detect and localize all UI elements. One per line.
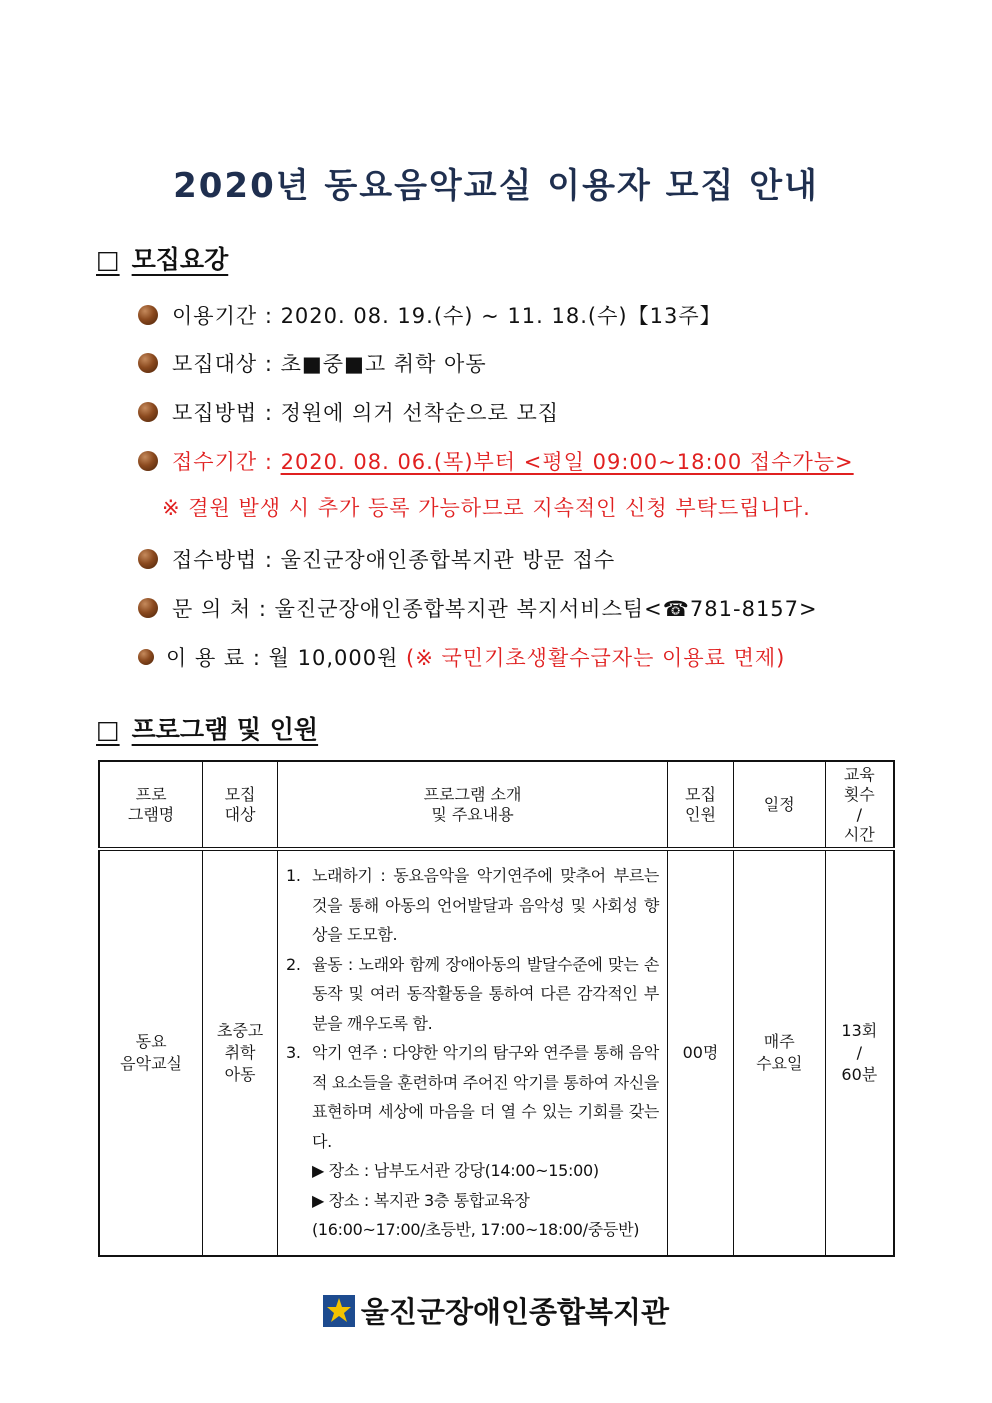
desc-place: ▶ 장소 : 복지관 3층 통합교육장	[311, 1190, 530, 1210]
header-target	[203, 761, 278, 849]
bullet-icon	[138, 649, 154, 665]
info-application-method	[138, 540, 615, 580]
desc-item-text: 율동 : 노래와 함께 장애아동의 발달수준에 맞는 손동작 및 여러 동작활동을 통하여 다른 감각적인 부분을 깨우도록 함.	[311, 954, 660, 1033]
info-application-period	[138, 442, 854, 482]
info-label: 접수기간 :	[172, 450, 281, 474]
cell-description	[277, 849, 667, 1256]
info-text: 모집방법 : 정원에 의거 선착순으로 모집	[172, 401, 560, 425]
header-line: 시간	[843, 824, 875, 844]
table-row	[99, 849, 894, 1256]
section-program-heading	[96, 710, 318, 746]
cell-line: 음악교실	[120, 1053, 182, 1073]
info-value: 2020. 08. 06.(목)부터 <평일 09:00~18:00 접수가능>	[280, 450, 854, 474]
cell-schedule	[733, 849, 825, 1256]
cell-program-name	[99, 849, 203, 1256]
cell-line: 동요	[135, 1031, 167, 1051]
header-description	[277, 761, 667, 849]
bullet-icon	[138, 598, 158, 618]
header-line: 및 주요내용	[431, 804, 514, 824]
info-note: (※ 국민기초생활수급자는 이용료 면제)	[406, 646, 786, 670]
organization-logo	[0, 1290, 992, 1331]
header-line: 횟수	[843, 784, 875, 804]
header-line: 대상	[224, 804, 256, 824]
cell-target	[203, 849, 278, 1256]
checkbox-glyph: □	[96, 715, 120, 744]
info-text: 모집대상 : 초■중■고 취학 아동	[172, 352, 487, 376]
cell-line: 취학	[224, 1042, 256, 1062]
star-logo-icon	[323, 1295, 355, 1327]
desc-place-time: (16:00~17:00/초등반, 17:00~18:00/중등반)	[311, 1220, 640, 1239]
info-text: 접수방법 : 울진군장애인종합복지관 방문 접수	[172, 548, 616, 572]
desc-item	[286, 1038, 659, 1156]
desc-place: ▶ 장소 : 남부도서관 강당(14:00~15:00)	[311, 1161, 599, 1180]
info-fee	[138, 638, 785, 678]
desc-item	[286, 861, 659, 950]
checkbox-glyph: □	[96, 245, 120, 274]
table-header-row	[99, 761, 894, 849]
cell-count: 00명	[668, 849, 734, 1256]
program-table	[98, 760, 895, 1257]
info-target	[138, 344, 487, 384]
header-frequency	[825, 761, 894, 849]
header-line: 모집	[224, 784, 256, 804]
header-schedule: 일정	[733, 761, 825, 849]
header-line: /	[856, 804, 862, 824]
desc-item-number: 1.	[285, 866, 301, 885]
cell-line: 60분	[841, 1064, 878, 1084]
cell-frequency	[825, 849, 894, 1256]
header-line: 교육	[843, 764, 875, 784]
header-count	[668, 761, 734, 849]
info-label: 이 용 료 : 월 10,000원	[166, 646, 407, 670]
header-line: 모집	[685, 784, 716, 804]
bullet-icon	[138, 549, 158, 569]
cell-line: 13회	[841, 1020, 878, 1040]
info-method	[138, 393, 559, 433]
cell-line: 아동	[224, 1064, 256, 1084]
cell-line: 수요일	[756, 1053, 803, 1073]
desc-item-number: 2.	[285, 954, 301, 974]
cell-line: 초중고	[216, 1020, 264, 1040]
cell-line: /	[856, 1042, 862, 1062]
section-label: 모집요강	[131, 245, 229, 274]
section-label: 프로그램 및 인원	[131, 715, 319, 744]
bullet-icon	[138, 402, 158, 422]
info-period	[138, 296, 722, 336]
page-title: 2020년 동요음악교실 이용자 모집 안내	[173, 166, 819, 206]
header-line: 인원	[685, 804, 716, 824]
cell-line: 매주	[763, 1031, 795, 1051]
info-contact	[138, 589, 818, 629]
bullet-icon	[138, 305, 158, 325]
desc-item-number: 3.	[285, 1043, 301, 1062]
bullet-icon	[138, 353, 158, 373]
header-line: 프로	[135, 784, 167, 804]
header-program-name	[99, 761, 203, 849]
header-line: 그램명	[127, 804, 175, 824]
desc-item-text: 악기 연주 : 다양한 악기의 탐구와 연주를 통해 음악적 요소들을 훈련하며 주어진 악기를 통하여 자신을 표현하며 세상에 마음을 더 열 수 있는 기회를 갖는다.	[311, 1043, 660, 1151]
info-text: 문 의 처 : 울진군장애인종합복지관 복지서비스팀<☎781-8157>	[172, 597, 818, 621]
info-text: 이용기간 : 2020. 08. 19.(수) ~ 11. 18.(수)【13주】	[172, 304, 722, 328]
desc-item-text: 노래하기 : 동요음악을 악기연주에 맞추어 부르는 것을 통해 아동의 언어발달과 음악성 및 사회성 향상을 도모함.	[311, 866, 660, 944]
desc-item	[286, 950, 659, 1039]
notice-text: ※ 결원 발생 시 추가 등록 가능하므로 지속적인 신청 부탁드립니다.	[162, 496, 811, 520]
bullet-icon	[138, 451, 158, 471]
header-line: 프로그램 소개	[423, 784, 522, 804]
section-recruitment-heading	[96, 240, 228, 276]
logo-text: 울진군장애인종합복지관	[360, 1295, 670, 1329]
